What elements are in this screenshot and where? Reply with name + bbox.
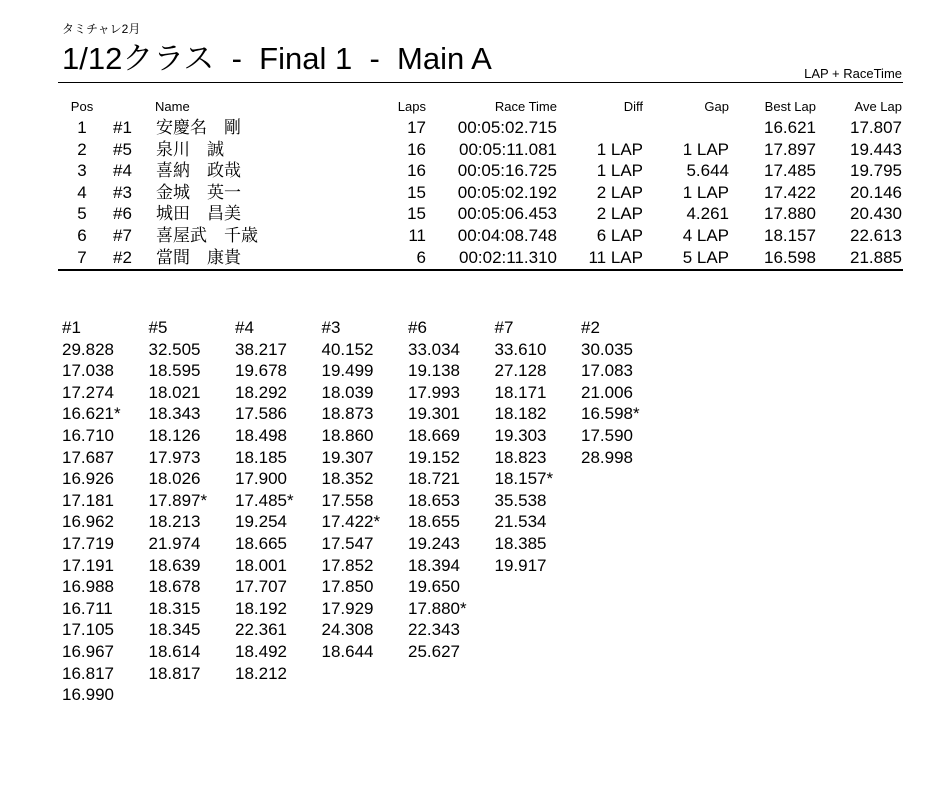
result-cell-name: 城田 昌美 [156, 204, 241, 224]
lap-column [62, 317, 142, 706]
lap-column [149, 317, 229, 684]
result-cell-gap: 4.261 [686, 204, 729, 224]
result-cell-pos: 3 [77, 161, 87, 181]
column-header-best-lap: Best Lap [764, 99, 816, 114]
result-cell-name: 當間 康貴 [156, 247, 241, 267]
result-cell-car: #4 [113, 161, 132, 181]
lap-time: 18.873 [321, 404, 374, 424]
lap-column-header: #2 [581, 318, 600, 337]
lap-time: 19.917 [494, 555, 547, 575]
lap-column-header: #5 [148, 318, 168, 337]
result-cell-best: 17.897 [764, 139, 816, 159]
lap-time: 18.039 [321, 382, 374, 402]
lap-time: 38.217 [235, 339, 287, 359]
lap-time: 17.422* [321, 512, 381, 532]
result-cell-name: 喜屋武 千歳 [156, 226, 258, 245]
lap-time: 19.243 [408, 533, 460, 553]
lap-time: 16.962 [62, 512, 114, 532]
lap-time: 18.315 [148, 598, 201, 618]
lap-time: 16.711 [62, 598, 113, 618]
lap-time: 21.006 [581, 382, 633, 402]
result-cell-laps: 15 [407, 204, 426, 224]
result-cell-race-time: 00:02:11.310 [459, 247, 557, 267]
lap-time: 19.301 [408, 404, 460, 424]
result-cell-pos: 6 [77, 226, 87, 245]
lap-time: 19.138 [408, 361, 460, 381]
lap-time: 18.639 [148, 555, 201, 575]
result-cell-diff: 1 LAP [596, 139, 643, 159]
lap-time: 18.644 [321, 641, 374, 661]
lap-time: 16.817 [62, 663, 114, 683]
result-cell-pos: 4 [77, 182, 87, 202]
lap-time: 18.182 [494, 404, 547, 424]
lap-time: 18.394 [408, 555, 460, 575]
page-title: 1/12クラス - Final 1 - Main A [62, 41, 492, 76]
result-cell-best: 17.422 [764, 182, 816, 202]
lap-time: 18.678 [148, 577, 201, 597]
result-cell-laps: 15 [407, 182, 426, 202]
column-header-race-time: Race Time [494, 99, 557, 114]
result-cell-car: #3 [113, 182, 132, 202]
result-cell-laps: 16 [407, 161, 426, 181]
lap-time: 16.710 [62, 425, 114, 445]
result-cell-best: 16.598 [764, 247, 816, 267]
lap-time: 18.385 [494, 533, 547, 553]
lap-time: 18.292 [235, 382, 287, 402]
lap-time: 17.852 [321, 555, 374, 575]
lap-time: 18.171 [494, 382, 547, 402]
column-header-pos: Pos [70, 99, 94, 114]
result-cell-laps: 6 [416, 247, 426, 267]
lap-time: 18.213 [148, 512, 201, 532]
result-cell-diff: 11 LAP [588, 247, 643, 267]
lap-time: 17.590 [581, 425, 633, 445]
lap-time: 17.900 [235, 469, 287, 489]
lap-time: 17.274 [62, 382, 114, 402]
result-cell-car: #5 [113, 139, 132, 159]
lap-time: 17.850 [321, 577, 374, 597]
lap-time: 19.650 [408, 577, 460, 597]
lap-time: 21.534 [494, 512, 547, 532]
lap-time: 40.152 [321, 339, 374, 359]
lap-time: 16.988 [62, 577, 114, 597]
lap-time: 18.817 [148, 663, 201, 683]
lap-time: 18.653 [408, 490, 460, 510]
lap-time: 30.035 [581, 339, 633, 359]
lap-time: 28.998 [581, 447, 633, 467]
lap-time: 18.492 [235, 641, 287, 661]
lap-time: 17.929 [321, 598, 374, 618]
lap-time: 17.558 [321, 490, 374, 510]
result-cell-race-time: 00:05:16.725 [457, 161, 557, 181]
lap-time: 16.926 [62, 469, 114, 489]
lap-time: 22.343 [408, 620, 460, 640]
lap-time: 17.547 [321, 533, 374, 553]
lap-column [322, 317, 402, 663]
result-cell-race-time: 00:05:02.192 [457, 182, 557, 202]
column-header-diff: Diff [623, 99, 643, 114]
result-cell-ave: 22.613 [850, 226, 902, 245]
result-cell-diff: 1 LAP [596, 161, 643, 181]
lap-time: 18.157* [494, 469, 554, 489]
lap-column-header: #1 [62, 318, 81, 337]
lap-time: 32.505 [148, 339, 201, 359]
result-cell-laps: 16 [407, 139, 426, 159]
lap-time: 18.343 [148, 404, 201, 424]
lap-time: 17.973 [148, 447, 201, 467]
lap-time: 17.719 [62, 533, 114, 553]
result-cell-car: #7 [113, 226, 132, 245]
lap-column-header: #4 [235, 318, 254, 337]
lap-time: 18.595 [148, 361, 201, 381]
lap-time: 18.185 [235, 447, 287, 467]
results-bottom-divider [58, 269, 903, 271]
result-cell-name: 泉川 誠 [156, 139, 224, 159]
event-name: タミチャレ2月 [62, 22, 141, 36]
lap-time: 19.254 [235, 512, 287, 532]
lap-time: 17.083 [581, 361, 633, 381]
result-cell-ave: 17.807 [850, 118, 902, 137]
result-cell-ave: 20.146 [850, 182, 902, 202]
lap-column-header: #6 [408, 318, 427, 337]
lap-time: 18.665 [235, 533, 287, 553]
lap-time: 18.345 [148, 620, 201, 640]
lap-time: 18.001 [235, 555, 287, 575]
result-cell-race-time: 00:05:06.453 [457, 204, 557, 224]
lap-time: 18.669 [408, 425, 460, 445]
lap-time: 17.707 [235, 577, 287, 597]
result-cell-pos: 2 [77, 139, 87, 159]
result-type-label: LAP + RaceTime [804, 66, 902, 81]
lap-time: 19.499 [321, 361, 374, 381]
result-cell-best: 16.621 [764, 118, 816, 137]
lap-time: 17.880* [408, 598, 467, 618]
lap-time: 18.021 [148, 382, 201, 402]
result-cell-best: 17.485 [764, 161, 816, 181]
lap-time: 33.034 [408, 339, 460, 359]
lap-time: 24.308 [321, 620, 374, 640]
result-cell-diff: 6 LAP [596, 226, 643, 245]
lap-time: 19.307 [321, 447, 374, 467]
result-cell-gap: 1 LAP [682, 139, 729, 159]
result-cell-race-time: 00:05:02.715 [457, 118, 557, 137]
lap-time: 16.967 [62, 641, 114, 661]
lap-time: 17.105 [62, 620, 114, 640]
result-cell-laps: 11 [408, 226, 426, 245]
result-cell-pos: 5 [77, 204, 87, 224]
result-cell-gap: 5.644 [686, 161, 729, 181]
result-cell-laps: 17 [407, 118, 426, 137]
lap-time: 16.621* [62, 404, 121, 424]
lap-time: 18.823 [494, 447, 547, 467]
lap-time: 17.181 [62, 490, 114, 510]
lap-column [495, 317, 575, 576]
lap-column [235, 317, 315, 684]
result-cell-name: 安慶名 剛 [156, 118, 241, 137]
lap-time: 18.352 [321, 469, 374, 489]
lap-time: 18.192 [235, 598, 287, 618]
lap-time: 35.538 [494, 490, 547, 510]
lap-time: 17.485* [235, 490, 294, 510]
result-cell-ave: 20.430 [850, 204, 902, 224]
result-cell-ave: 21.885 [850, 247, 902, 267]
result-cell-name: 喜納 政哉 [156, 161, 241, 181]
title-divider [58, 82, 903, 83]
result-cell-pos: 7 [77, 247, 87, 267]
lap-time: 18.126 [148, 425, 201, 445]
lap-time: 18.721 [408, 469, 460, 489]
lap-time: 29.828 [62, 339, 114, 359]
lap-time: 19.152 [408, 447, 460, 467]
result-cell-diff: 2 LAP [596, 204, 643, 224]
lap-time: 17.897* [148, 490, 208, 510]
lap-time: 17.038 [62, 361, 114, 381]
result-cell-gap: 1 LAP [682, 182, 729, 202]
lap-column [408, 317, 488, 663]
result-cell-pos: 1 [77, 118, 87, 137]
lap-time: 19.678 [235, 361, 287, 381]
result-cell-race-time: 00:04:08.748 [457, 226, 557, 245]
lap-time: 18.212 [235, 663, 287, 683]
lap-time: 21.974 [148, 533, 201, 553]
lap-column [581, 317, 661, 468]
result-cell-ave: 19.443 [850, 139, 902, 159]
lap-time: 25.627 [408, 641, 460, 661]
result-cell-diff: 2 LAP [596, 182, 643, 202]
result-cell-car: #2 [113, 247, 132, 267]
lap-time: 18.026 [148, 469, 201, 489]
result-cell-gap: 5 LAP [682, 247, 729, 267]
lap-time: 17.687 [62, 447, 114, 467]
lap-time: 16.598* [581, 404, 640, 424]
lap-time: 33.610 [494, 339, 547, 359]
result-cell-car: #6 [113, 204, 132, 224]
lap-time: 22.361 [235, 620, 287, 640]
result-cell-name: 金城 英一 [156, 182, 241, 202]
lap-time: 18.655 [408, 512, 460, 532]
result-cell-best: 18.157 [764, 226, 816, 245]
lap-time: 18.498 [235, 425, 287, 445]
lap-time: 18.860 [321, 425, 374, 445]
lap-time: 17.191 [62, 555, 114, 575]
lap-time: 27.128 [494, 361, 547, 381]
lap-time: 17.586 [235, 404, 287, 424]
result-cell-gap: 4 LAP [682, 226, 729, 245]
column-header-name: Name [155, 99, 190, 114]
lap-column-header: #3 [321, 318, 341, 337]
column-header-gap: Gap [704, 99, 729, 114]
lap-column-header: #7 [494, 318, 514, 337]
column-header-ave-lap: Ave Lap [854, 99, 902, 114]
result-cell-car: #1 [113, 118, 132, 137]
result-cell-best: 17.880 [764, 204, 816, 224]
result-cell-race-time: 00:05:11.081 [459, 139, 557, 159]
column-header-laps: Laps [397, 99, 426, 114]
lap-time: 18.614 [148, 641, 201, 661]
lap-time: 19.303 [494, 425, 547, 445]
lap-time: 17.993 [408, 382, 460, 402]
result-cell-ave: 19.795 [850, 161, 902, 181]
lap-time: 16.990 [62, 685, 114, 705]
